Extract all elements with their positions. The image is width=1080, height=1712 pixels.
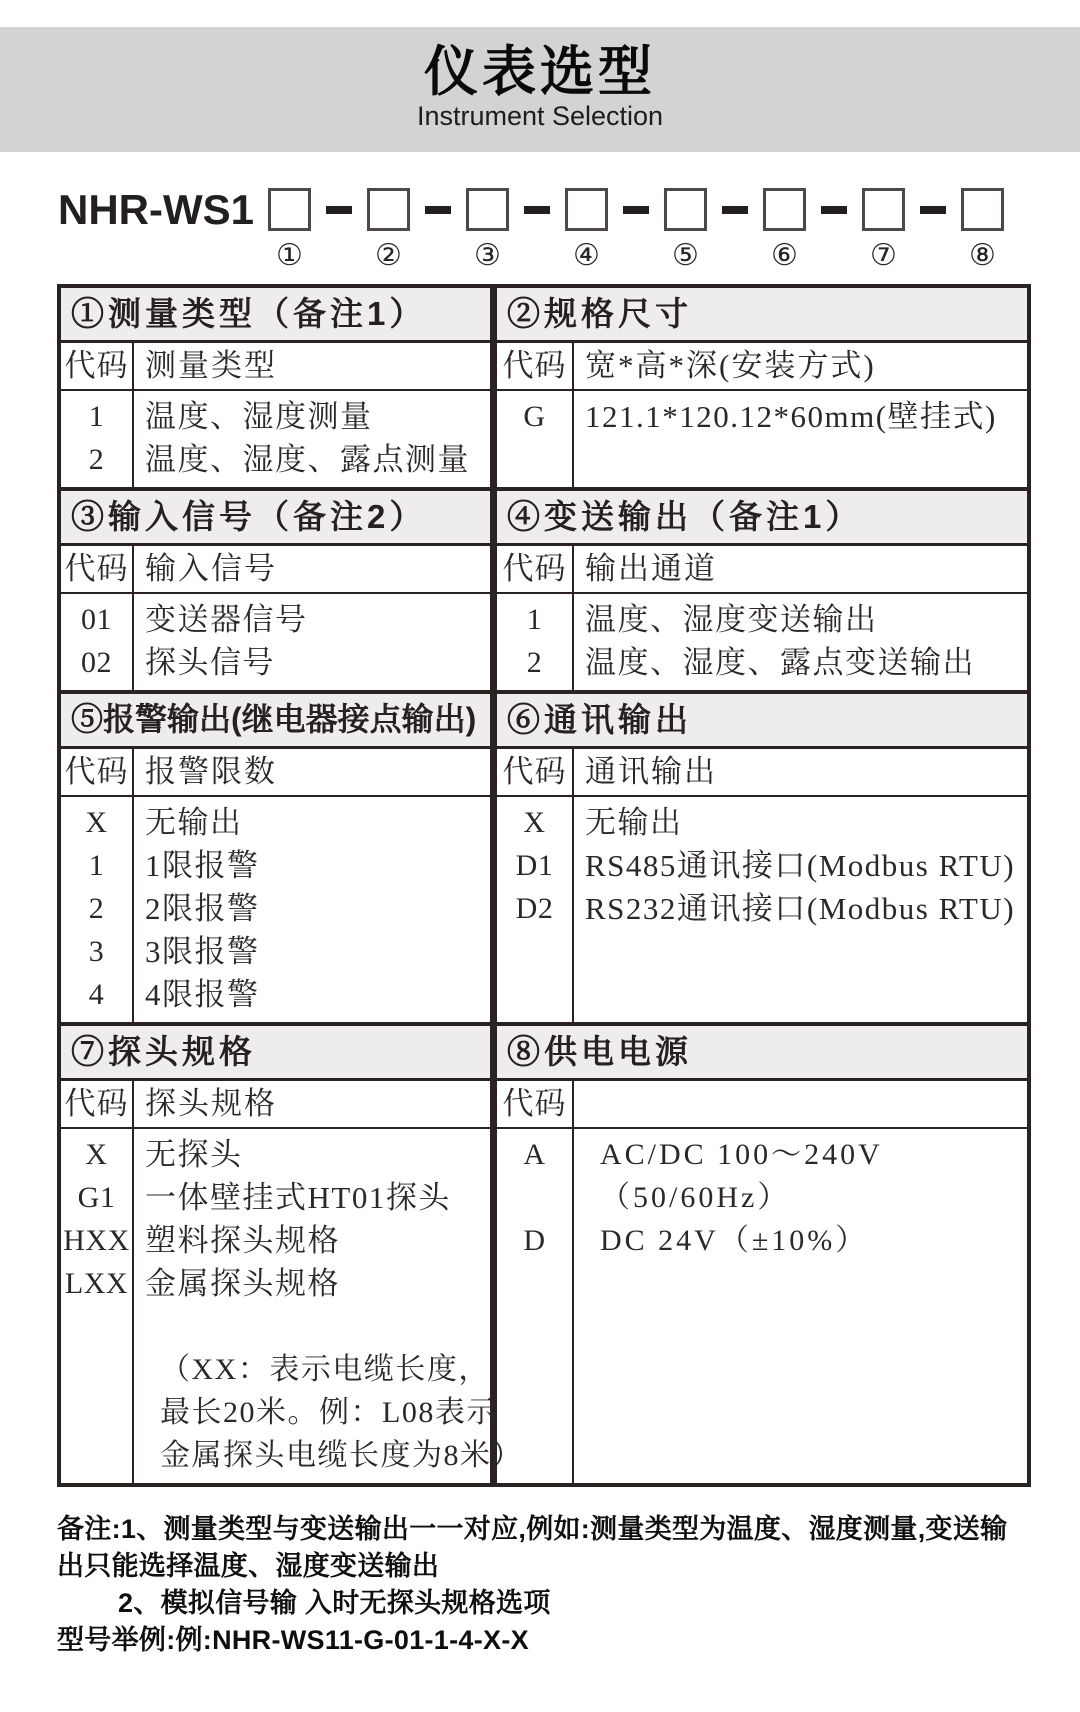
desc-value: 温度、湿度、露点测量 <box>145 442 470 477</box>
desc-value: DC 24V（±10%） <box>600 1224 869 1257</box>
desc-value: 变送器信号 <box>145 602 308 637</box>
model-slot-1 <box>268 188 311 272</box>
desc-column <box>134 391 497 487</box>
desc-value: 121.1*120.12*60mm(壁挂式) <box>585 399 997 434</box>
desc-value <box>134 1305 490 1348</box>
note-line-1: 备注:1、测量类型与变送输出一一对应,例如:测量类型为温度、湿度测量,变送输 <box>57 1514 1008 1544</box>
position-number: ⑥ <box>771 239 798 272</box>
desc-value: 4限报警 <box>145 977 260 1012</box>
column-header-code: 代码 <box>61 749 134 797</box>
column-header-code: 代码 <box>497 546 574 594</box>
code-value: 2 <box>88 892 105 925</box>
dash-separator <box>722 206 748 214</box>
code-value <box>497 1176 572 1219</box>
model-code-box <box>268 188 311 231</box>
model-slot-3 <box>466 188 509 272</box>
position-number: ④ <box>573 239 600 272</box>
desc-value: 温度、湿度变送输出 <box>585 602 878 637</box>
model-code-box <box>664 188 707 231</box>
code-value: X <box>523 806 546 839</box>
code-column <box>497 391 574 487</box>
desc-value: RS232通讯接口(Modbus RTU) <box>585 891 1016 926</box>
column-header-code: 代码 <box>61 546 134 594</box>
code-column <box>61 1129 134 1483</box>
code-value: G <box>523 400 546 433</box>
page-title: 仪表选型 <box>424 42 656 102</box>
footnotes <box>57 1511 1037 1659</box>
model-code-box <box>961 188 1004 231</box>
dash-separator <box>425 206 451 214</box>
selection-table <box>57 284 1031 1487</box>
code-value <box>61 1391 132 1434</box>
desc-column <box>134 797 497 1022</box>
section-title-8: ⑧供电电源 <box>497 1026 1027 1081</box>
code-value <box>61 1305 132 1348</box>
desc-value: 无探头 <box>145 1137 243 1172</box>
column-header-label: 探头规格 <box>134 1081 497 1129</box>
code-column <box>497 1129 574 1483</box>
code-value <box>61 1434 132 1477</box>
section-pair-5-6 <box>61 690 1027 1022</box>
section-pair-3-4 <box>61 487 1027 690</box>
desc-value: 无输出 <box>145 805 243 840</box>
model-slot-5 <box>664 188 707 272</box>
desc-value: 2限报警 <box>145 891 260 926</box>
desc-column <box>134 1129 523 1483</box>
model-code-box <box>763 188 806 231</box>
dash-separator <box>623 206 649 214</box>
desc-value: 温度、湿度、露点变送输出 <box>585 645 975 680</box>
desc-value: 金属探头规格 <box>145 1266 340 1301</box>
column-header-label <box>574 1081 1027 1129</box>
page-subtitle: Instrument Selection <box>416 101 664 131</box>
column-header-label: 通讯输出 <box>574 749 1027 797</box>
dash-separator <box>821 206 847 214</box>
model-slot-4 <box>565 188 608 272</box>
desc-value: （50/60Hz） <box>600 1181 791 1214</box>
desc-note: （XX：表示电缆长度， <box>160 1353 490 1386</box>
dash-separator <box>920 206 946 214</box>
column-header-code: 代码 <box>497 343 574 391</box>
column-header-label: 报警限数 <box>134 749 497 797</box>
model-code-box <box>466 188 509 231</box>
section-title-5: ⑤报警输出(继电器接点输出) <box>61 694 497 749</box>
note-line-4-model-example: 型号举例:例:NHR-WS11-G-01-1-4-X-X <box>57 1625 529 1655</box>
code-value: 2 <box>526 646 543 679</box>
position-number: ② <box>375 239 402 272</box>
model-slot-7 <box>862 188 905 272</box>
code-value: 02 <box>81 646 112 679</box>
desc-value: 1限报警 <box>145 848 260 883</box>
code-column <box>497 594 574 690</box>
position-number: ③ <box>474 239 501 272</box>
desc-value: 3限报警 <box>145 934 260 969</box>
model-slot-8 <box>961 188 1004 272</box>
model-prefix: NHR-WS1 <box>58 186 254 233</box>
code-value: 1 <box>88 849 105 882</box>
code-column <box>497 797 574 1022</box>
column-header-code: 代码 <box>497 749 574 797</box>
column-header-label: 宽*高*深(安装方式) <box>574 343 1027 391</box>
code-value: HXX <box>63 1224 130 1257</box>
position-number: ⑧ <box>969 239 996 272</box>
dash-separator <box>524 206 550 214</box>
code-value: D1 <box>515 849 554 882</box>
column-header-code: 代码 <box>61 343 134 391</box>
model-slot-6 <box>763 188 806 272</box>
model-code-box <box>367 188 410 231</box>
desc-note: 最长20米。例：L08表示 <box>160 1396 498 1429</box>
desc-value: 无输出 <box>585 805 683 840</box>
code-value: 1 <box>526 603 543 636</box>
code-value: G1 <box>77 1181 116 1214</box>
code-value: 2 <box>88 443 105 476</box>
section-title-2: ②规格尺寸 <box>497 288 1027 343</box>
code-value: X <box>85 806 108 839</box>
model-slot-2 <box>367 188 410 272</box>
code-value: D <box>523 1224 546 1257</box>
desc-note: 金属探头电缆长度为8米） <box>160 1439 523 1472</box>
page-header <box>0 27 1080 152</box>
position-number: ⑤ <box>672 239 699 272</box>
section-pair-1-2 <box>61 288 1027 487</box>
code-column <box>61 391 134 487</box>
code-value: 01 <box>81 603 112 636</box>
code-value: A <box>523 1138 546 1171</box>
column-header-code: 代码 <box>61 1081 134 1129</box>
column-header-label: 测量类型 <box>134 343 497 391</box>
desc-value: 探头信号 <box>145 645 275 680</box>
section-title-1: ①测量类型（备注1） <box>61 288 497 343</box>
desc-value: RS485通讯接口(Modbus RTU) <box>585 848 1016 883</box>
section-title-4: ④变送输出（备注1） <box>497 491 1027 546</box>
code-value: D2 <box>515 892 554 925</box>
code-value: X <box>85 1138 108 1171</box>
code-column <box>61 797 134 1022</box>
code-value <box>61 1348 132 1391</box>
column-header-label: 输入信号 <box>134 546 497 594</box>
column-header-label: 输出通道 <box>574 546 1027 594</box>
note-line-2: 出只能选择温度、湿度变送输出 <box>57 1551 440 1581</box>
desc-value: 一体壁挂式HT01探头 <box>145 1180 451 1215</box>
code-value: LXX <box>64 1267 129 1300</box>
desc-column <box>574 797 1027 1022</box>
desc-column <box>574 391 1027 487</box>
desc-column <box>574 594 1027 690</box>
model-code-box <box>565 188 608 231</box>
desc-column <box>574 1129 1027 1483</box>
section-title-6: ⑥通讯输出 <box>497 694 1027 749</box>
section-pair-7-8 <box>61 1022 1027 1483</box>
desc-value: AC/DC 100～240V <box>600 1138 883 1171</box>
position-number: ⑦ <box>870 239 897 272</box>
section-title-3: ③输入信号（备注2） <box>61 491 497 546</box>
code-value: 4 <box>88 978 105 1011</box>
model-code-diagram <box>58 188 1080 272</box>
desc-value: 塑料探头规格 <box>145 1223 340 1258</box>
desc-value: 温度、湿度测量 <box>145 399 373 434</box>
code-value: 1 <box>88 400 105 433</box>
section-title-7: ⑦探头规格 <box>61 1026 497 1081</box>
desc-column <box>134 594 497 690</box>
code-column <box>61 594 134 690</box>
dash-separator <box>326 206 352 214</box>
model-code-box <box>862 188 905 231</box>
note-line-3: 2、模拟信号输 入时无探头规格选项 <box>118 1588 551 1618</box>
column-header-code: 代码 <box>497 1081 574 1129</box>
position-number: ① <box>276 239 303 272</box>
code-value: 3 <box>88 935 105 968</box>
